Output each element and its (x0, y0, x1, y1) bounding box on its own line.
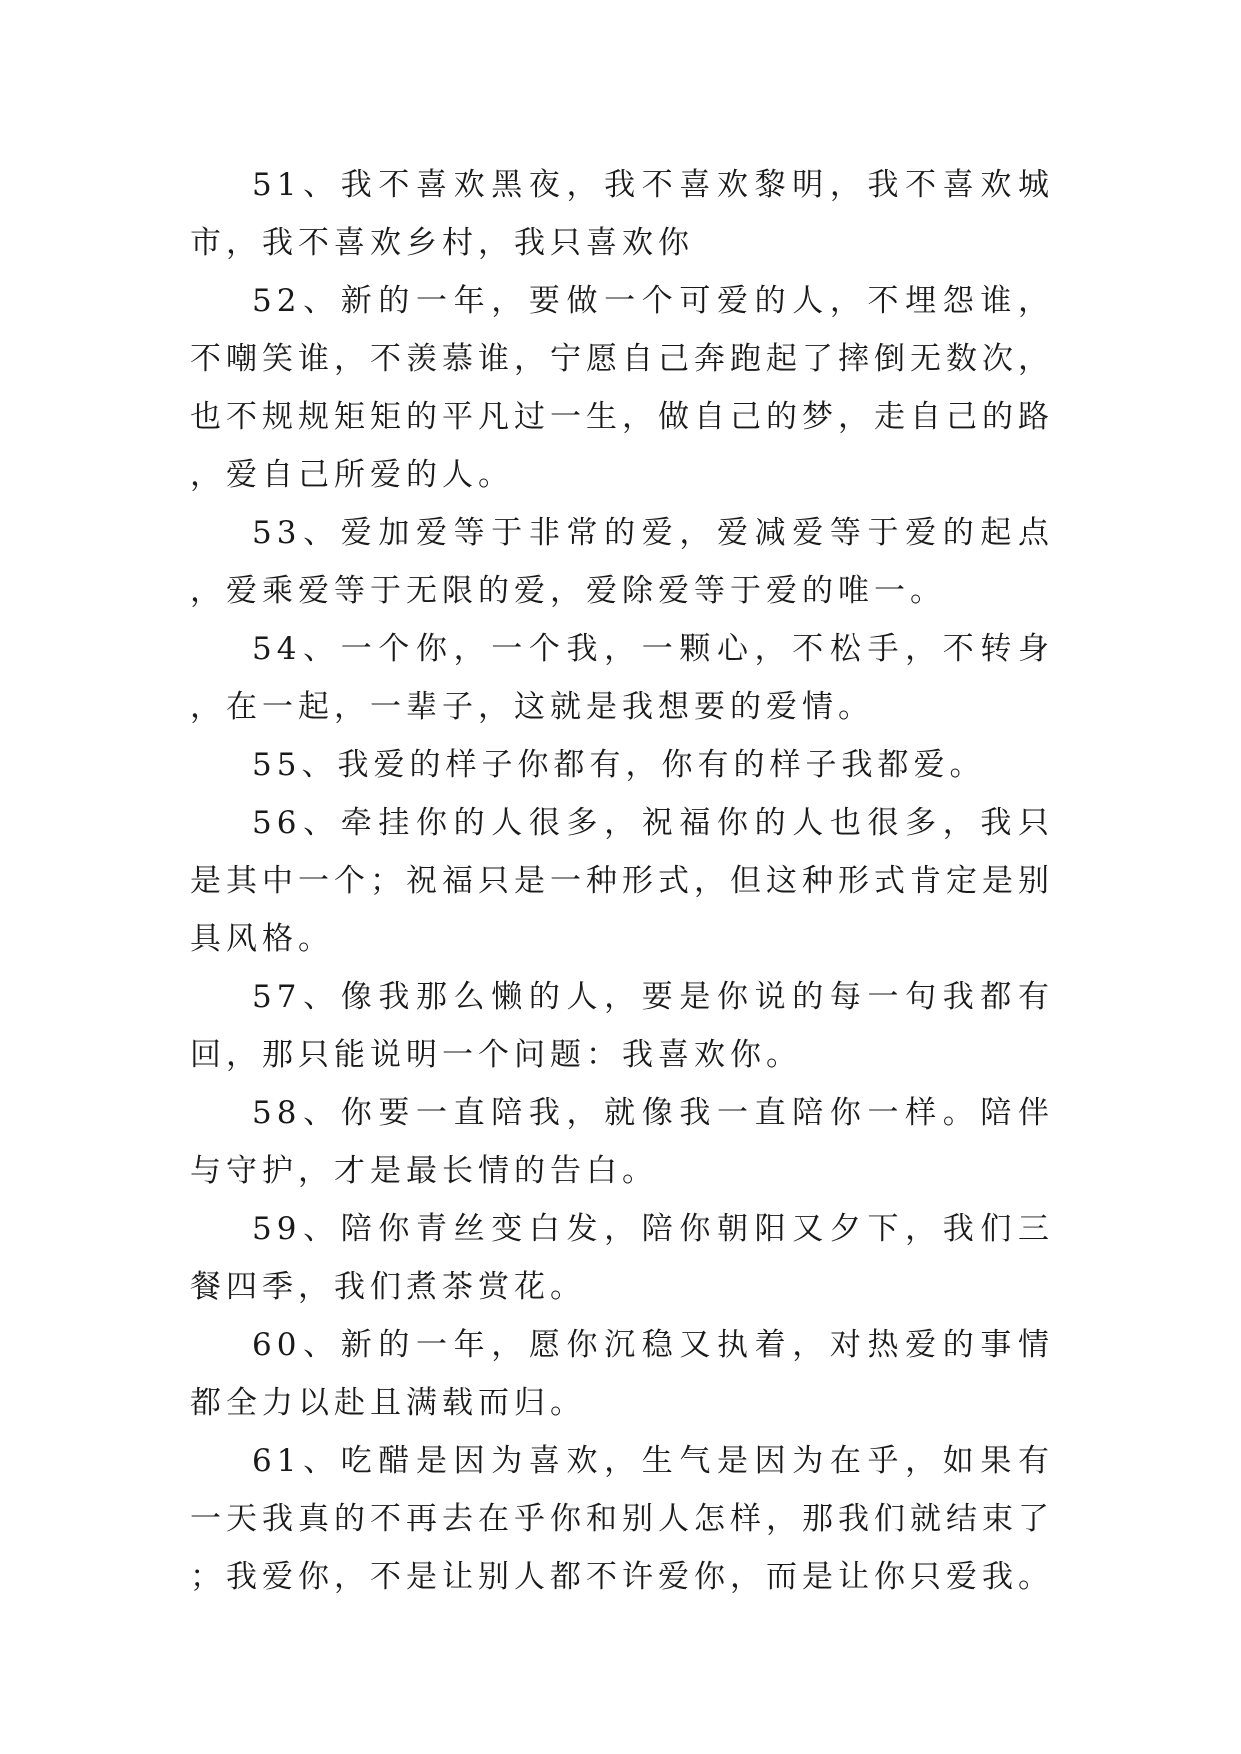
paragraph-52: 52、新的一年，要做一个可爱的人，不埋怨谁，不嘲笑谁，不羡慕谁，宁愿自己奔跑起了摔倒无数次，也不规规矩矩的平凡过一生，做自己的梦，走自己的路，爱自己所爱的人。 (190, 283, 1054, 493)
paragraph-56: 56、牵挂你的人很多，祝福你的人也很多，我只是其中一个；祝福只是一种形式，但这种形式肯定是别具风格。 (190, 805, 1054, 957)
paragraph-58: 58、你要一直陪我，就像我一直陪你一样。陪伴与守护，才是最长情的告白。 (190, 1095, 1054, 1189)
paragraph-60: 60、新的一年，愿你沉稳又执着，对热爱的事情都全力以赴且满载而归。 (190, 1327, 1054, 1421)
document-body (190, 156, 1054, 1606)
paragraph-57: 57、像我那么懒的人，要是你说的每一句我都有回，那只能说明一个问题：我喜欢你。 (190, 979, 1054, 1073)
paragraph-55: 55、我爱的样子你都有，你有的样子我都爱。 (252, 747, 986, 783)
paragraph-51: 51、我不喜欢黑夜，我不喜欢黎明，我不喜欢城市，我不喜欢乡村，我只喜欢你 (190, 167, 1054, 261)
paragraph-61: 61、吃醋是因为喜欢，生气是因为在乎，如果有一天我真的不再去在乎你和别人怎样，那我们就结束了；我爱你，不是让别人都不许爱你，而是让你只爱我。 (190, 1443, 1054, 1595)
paragraph-53: 53、爱加爱等于非常的爱，爱减爱等于爱的起点，爱乘爱等于无限的爱，爱除爱等于爱的唯一。 (190, 515, 1054, 609)
paragraph-59: 59、陪你青丝变白发，陪你朝阳又夕下，我们三餐四季，我们煮茶赏花。 (190, 1211, 1054, 1305)
paragraph-54: 54、一个你，一个我，一颗心，不松手，不转身，在一起，一辈子，这就是我想要的爱情。 (190, 631, 1054, 725)
